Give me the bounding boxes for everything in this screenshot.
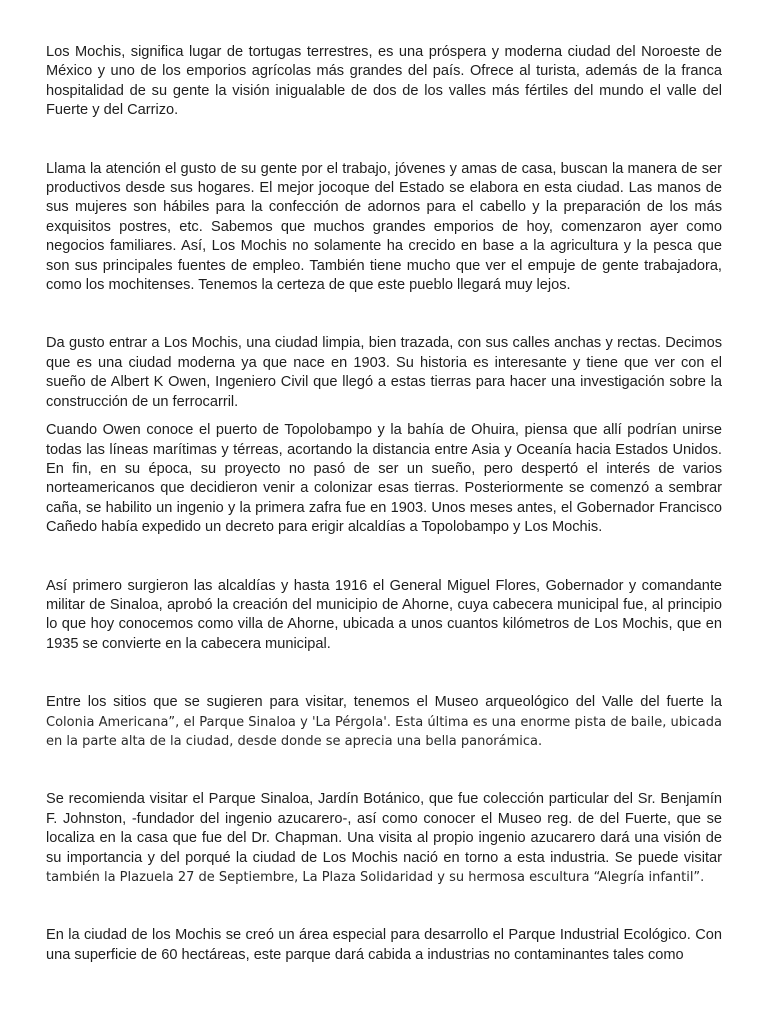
paragraph-industrial-park: En la ciudad de los Mochis se creó un área especial para desarrollo el Parque Industrial Ecológico. Con una superficie de 60 hectáreas, este parque dará cabida a industrias no contaminantes tales como — [46, 927, 722, 963]
paragraph-sites-part-a: Entre los sitios que se sugieren para visitar, tenemos el Museo arqueológico del Valle del fuerte la — [46, 694, 722, 711]
document-page — [46, 43, 722, 965]
paragraph-owen: Cuando Owen conoce el puerto de Topolobampo y la bahía de Ohuira, piensa que allí podrían unirse todas las líneas marítimas y térreas, acortando la distancia entre Asia y Oceanía hacia Estados Unidos. En fin, en su época, su proyecto no pasó de ser un sueño, pero despertó el interés de varios norteamericanos que decidieron venir a colonizar esas tierras. Posteriormente se comenzó a sembrar caña, se habilito un ingenio y la primera zafra fue en 1903. Unos meses antes, el Gobernador Francisco Cañedo había expedido un decreto para erigir alcaldías a Topolobampo y Los Mochis. — [46, 422, 722, 536]
paragraph-sites — [46, 693, 722, 751]
paragraph-recommendations-part-a: Se recomienda visitar el Parque Sinaloa, Jardín Botánico, que fue colección particular del Sr. Benjamín F. Johnston, -fundador del ingenio azucarero-, así como conocer el Museo reg. de del Fuerte, que se localiza en la casa que fue del Dr. Chapman. Una visita al propio ingenio azucarero dará una visión de su importancia y del porqué la ciudad de Los Mochis nació en torno a esta industria. Se puede visitar — [46, 791, 722, 866]
paragraph-people: Llama la atención el gusto de su gente por el trabajo, jóvenes y amas de casa, buscan la manera de ser productivos desde sus hogares. El mejor jocoque del Estado se elabora en esta ciudad. Las manos de sus mujeres son hábiles para la confección de adornos para el cabello y la preparación de los más exquisitos postres, etc. Sabemos que muchos grandes emporios de hoy, comenzaron ayer como negocios familiares. Así, Los Mochis no solamente ha crecido en base a la agricultura y la pesca que son sus principales fuentes de empleo. También tiene mucho que ver el empuje de gente trabajadora, como los mochitenses. Tenemos la certeza de que este pueblo llegará muy lejos. — [46, 160, 722, 294]
paragraph-sites-part-b: Colonia Americana”, el Parque Sinaloa y 'La Pérgola'. Esta última es una enorme pista de baile, ubicada en la parte alta de la ciudad, desde donde se aprecia una bella panorámica. — [46, 714, 722, 749]
paragraph-recommendations-part-b: también la Plazuela 27 de Septiembre, La Plaza Solidaridad y su hermosa escultura “Alegría infantil”. — [46, 870, 705, 885]
paragraph-intro: Los Mochis, significa lugar de tortugas terrestres, es una próspera y moderna ciudad del Noroeste de México y uno de los emporios agrícolas más grandes del país. Ofrece al turista, además de la franca hospitalidad de su gente la visión inigualable de dos de los valles más fértiles del mundo el valle del Fuerte y del Carrizo. — [46, 44, 722, 119]
paragraph-recommendations — [46, 790, 722, 887]
paragraph-municipality: Así primero surgieron las alcaldías y hasta 1916 el General Miguel Flores, Gobernador y comandante militar de Sinaloa, aprobó la creación del municipio de Ahorne, cuya cabecera municipal fue, al principio lo que hoy conocemos como villa de Ahorne, ubicada a unos cuantos kilómetros de Los Mochis, que en 1935 se convierte en la cabecera municipal. — [46, 577, 722, 652]
paragraph-history: Da gusto entrar a Los Mochis, una ciudad limpia, bien trazada, con sus calles anchas y rectas. Decimos que es una ciudad moderna ya que nace en 1903. Su historia es interesante y tiene que ver con el sueño de Albert K Owen, Ingeniero Civil que llegó a estas tierras para hacer una investigación sobre la construcción de un ferrocarril. — [46, 335, 722, 410]
